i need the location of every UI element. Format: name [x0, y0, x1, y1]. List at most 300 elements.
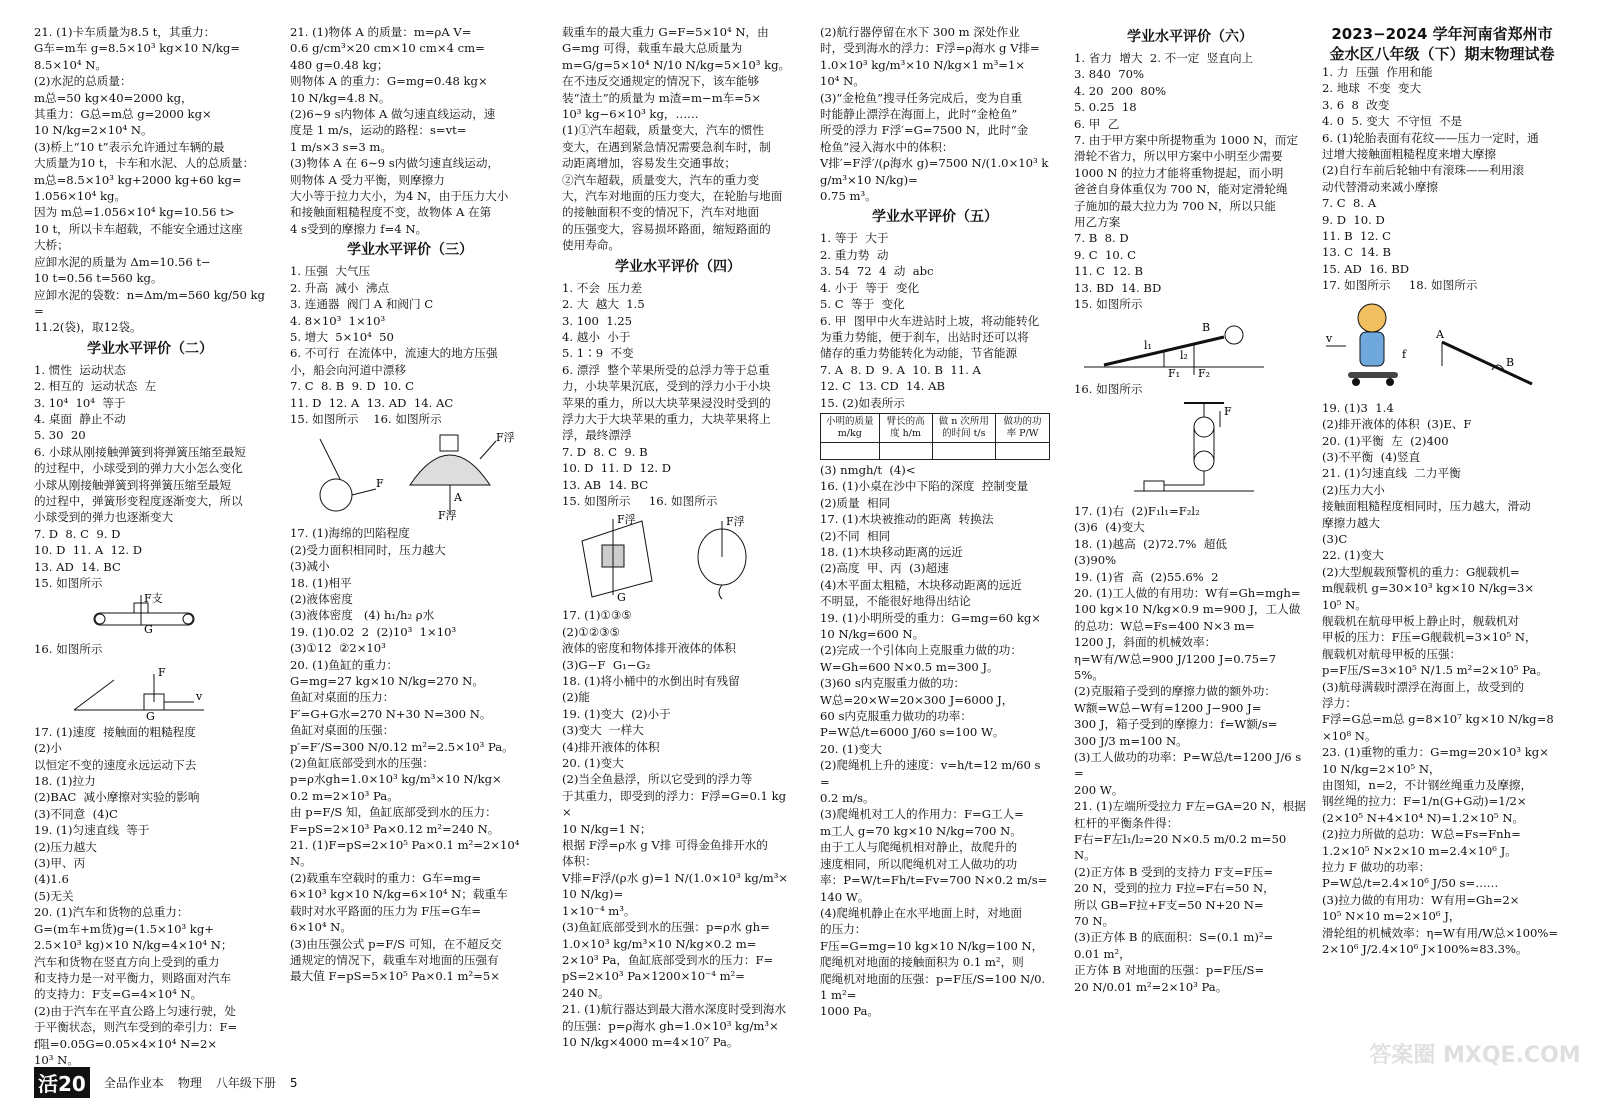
text-line: 在不违反交通规定的情况下，该车能够	[562, 74, 760, 89]
wheel-shape	[1386, 378, 1394, 386]
text-line: 100 kg×10 N/kg×0.9 m=900 J，工人做	[1074, 602, 1301, 617]
pulley-figure	[1074, 399, 1274, 499]
text-line: 10³ kg−6×10³ kg，……	[562, 107, 699, 122]
text-line: 21. (1)航行器达到最大潜水深度时受到海水	[562, 1002, 787, 1017]
text-line: 4. 桌面 静止不动	[34, 411, 126, 426]
text-line: 4. 20 200 80%	[1074, 83, 1167, 98]
text-line: 21. (1)F=pS=2×10⁵ Pa×0.1 m²=2×10⁴ N。	[290, 838, 524, 869]
figure-label: F₂	[1198, 366, 1211, 380]
text-line: G=mg 可得，载重车最大总质量为	[562, 41, 743, 56]
text-line: 3. 100 1.25	[562, 313, 633, 328]
table-header-cell: 做 n 次所用的时间 t/s	[932, 413, 995, 442]
grade-label: 八年级下册	[215, 1076, 276, 1090]
conveyor-figure	[34, 593, 214, 637]
text-line: 舰载机对航母甲板的压强：	[1322, 646, 1462, 661]
text-line: 8.5×10⁴ N。	[34, 57, 107, 72]
text-line: 0.6 g/cm³×20 cm×10 cm×4 cm=	[290, 41, 485, 56]
text-line: (2)质量 相同	[820, 495, 891, 510]
text-line: 所以 GB=F拉+F支=50 N+20 N=	[1074, 897, 1264, 912]
text-line: 2. 地球 不变 变大	[1322, 81, 1422, 96]
exam-title: 2023−2024 学年河南省郑州市	[1331, 25, 1553, 43]
text-line: 3. 54 72 4 动 abc	[820, 264, 934, 279]
text-line: W=Gh=600 N×0.5 m=300 J。	[820, 659, 999, 674]
text-line: 因为 m总=1.056×10⁴ kg=10.56 t>	[34, 205, 235, 220]
text-line: G车=m车 g=8.5×10³ kg×10 N/kg=	[34, 41, 241, 56]
text-line: (2)液体密度	[290, 591, 353, 606]
watermark-text: 答案圈 MXQE.COM	[1369, 1043, 1581, 1068]
text-line: (3)“金枪鱼”搜寻任务完成后，变为自重	[820, 90, 1023, 105]
text-line: 480 g=0.48 kg；	[290, 57, 389, 72]
figure-label: F浮	[438, 509, 457, 523]
text-line: 21. (1)卡车质量为8.5 t，其重力：	[34, 25, 216, 39]
section-heading: 学业水平评价（三）	[347, 242, 473, 259]
text-line: 1. 不会 压力差	[562, 280, 643, 295]
text-line: 0.2 m/s。	[820, 791, 875, 806]
ball-shape	[320, 479, 352, 511]
text-line: 15. 如图所示 16. 如图所示	[562, 493, 718, 508]
body-shape	[1360, 332, 1384, 366]
text-line: (3)C	[1322, 531, 1348, 546]
text-line: 17. (1)右 (2)F₁l₁=F₂l₂	[1074, 503, 1200, 518]
text-line: (4)排开液体的体积	[562, 739, 660, 754]
lever-figure	[1074, 315, 1274, 380]
text-line: (3)航母满载时漂浮在海面上，故受到的	[1322, 679, 1524, 694]
text-line: (3)工人做功的功率：P=W总/t=1200 J/6 s=	[1074, 750, 1302, 781]
incline-figure	[34, 660, 214, 723]
figure-label: G	[144, 623, 153, 637]
text-line: 6×10⁴ N。	[290, 920, 352, 935]
column-2	[290, 24, 530, 1064]
text-line: p′=F′/S=300 N/0.12 m²=2.5×10³ Pa。	[290, 739, 514, 754]
text-line: 4. 越小 小于	[562, 329, 631, 344]
text-line: F压=G=mg=10 kg×10 N/kg=100 N，	[820, 938, 1044, 953]
text-line: 20. (1)汽车和货物的总重力：	[34, 905, 189, 920]
text-line: 舰载机在航母甲板上静止时，舰载机对	[1322, 613, 1520, 628]
text-line: 18. (1)拉力	[34, 774, 96, 789]
skateboard-ramp-figures	[1322, 296, 1552, 396]
text-line: (2)爬绳机上升的速度：v=h/t=12 m/60 s=	[820, 758, 1041, 789]
text-line: (2)6∼9 s内物体 A 做匀速直线运动，速	[290, 107, 496, 122]
figure-label: f	[1402, 347, 1407, 361]
text-line: 1000 Pa。	[820, 1004, 879, 1019]
dome-shape	[410, 455, 490, 485]
text-line: 3. 840 70%	[1074, 67, 1145, 82]
page-index: 5	[289, 1075, 298, 1090]
text-line: m工人 g=70 kg×10 N/kg=700 N。	[820, 823, 1022, 838]
text-line: 不明显，不能很好地得出结论	[820, 594, 971, 609]
figure-label: F	[376, 477, 384, 491]
section-heading: 学业水平评价（二）	[87, 340, 213, 357]
text-line: 大小等于拉力大小，为4 N，由于压力大小	[290, 189, 509, 204]
text-line: 15. AD 16. BD	[1322, 261, 1410, 276]
text-line: 1. 力 压强 作用和能	[1322, 65, 1433, 79]
text-line: 17. (1)海绵的凹陷程度	[290, 526, 410, 541]
text-line: 70 N。	[1074, 914, 1115, 929]
text-line: (1)①汽车超载，质量变大，汽车的惯性	[562, 123, 764, 138]
text-line: (3)变大 一样大	[562, 723, 644, 738]
text-line: 应卸水泥的质量为 Δm=10.56 t−	[34, 254, 211, 269]
text-line: m舰载机 g=30×10³ kg×10 N/kg=3×	[1322, 581, 1535, 596]
text-line: 10³ N。	[34, 1052, 79, 1067]
text-line: 0.2 m=2×10³ Pa。	[290, 788, 399, 803]
figure-label: F浮	[617, 513, 636, 527]
text-line: η=W有/W总=900 J/1200 J=0.75=75%。	[1074, 651, 1277, 682]
text-line: 鱼缸对桌面的压强：	[290, 723, 395, 738]
ball-shape	[1225, 326, 1243, 344]
text-line: (3)甲、丙	[34, 856, 86, 871]
text-line: 1.0×10³ kg/m³×10 N/kg×1 m³=1×	[820, 57, 1026, 72]
text-line: (3)不同意 (4)C	[34, 806, 118, 821]
text-line: f阻=0.05G=0.05×4×10⁴ N=2×	[34, 1036, 218, 1051]
arrow-up	[480, 441, 496, 459]
text-line: 枪鱼”浸入海水中的体积：	[820, 139, 954, 154]
rod-line	[320, 439, 340, 479]
text-line: 正方体 B 对地面的压强：p=F压/S=	[1074, 963, 1265, 978]
text-line: 为重力势能，便于刹车，出站时还可以将	[820, 329, 1029, 344]
text-line: 13. BD 14. BD	[1074, 280, 1162, 295]
wheel-shape	[95, 614, 105, 624]
column-5	[1074, 24, 1306, 1064]
text-line: 10 N/kg=600 N。	[820, 627, 925, 641]
text-line: 7. B 8. D	[1074, 231, 1129, 246]
text-line: 6. 漂浮 整个苹果所受的总浮力等于总重	[562, 362, 770, 377]
text-line: 体积：	[562, 854, 597, 869]
text-line: 9. D 10. D	[1322, 212, 1385, 227]
text-line: 6. 甲 图甲中火车进站时上坡，将动能转化	[820, 313, 1040, 328]
text-line: 5. C 等于 变化	[820, 297, 905, 312]
text-line: (2)当全鱼悬浮，所以它受到的浮力等	[562, 772, 753, 787]
text-line: 小球从刚接触弹簧到将弹簧压缩至最短	[34, 477, 232, 492]
text-line: 22. (1)变大	[1322, 548, 1384, 563]
text-line: 6. 小球从刚接触弹簧到将弹簧压缩至最短	[34, 444, 246, 459]
exam-subtitle: 金水区八年级（下）期末物理试卷	[1329, 45, 1555, 63]
text-line: 1.2×10⁵ N×2×10 m=2.4×10⁶ J。	[1322, 843, 1517, 858]
text-line: F′=G+G水=270 N+30 N=300 N。	[290, 706, 492, 721]
text-line: (2)压力大小	[1322, 482, 1385, 497]
section-heading: 学业水平评价（四）	[615, 258, 741, 275]
text-line: 1.0×10³ kg/m³×10 N/kg×0.2 m=	[562, 936, 757, 951]
text-line: (2)①②③⑤	[562, 624, 620, 639]
figure-label: F₁	[1168, 366, 1181, 380]
text-line: 10⁵ N。	[1322, 597, 1367, 612]
text-line: 爬绳机对地面的压强：p=F压/S=100 N/0.1 m²=	[820, 971, 1046, 1002]
text-line: (2)排开液体的体积 (3)E、F	[1322, 417, 1472, 432]
text-line: 钢丝绳的拉力：F=1/n(G+G动)=1/2×	[1322, 794, 1527, 809]
watermark-logo	[1369, 1022, 1581, 1092]
text-line: 19. (1)省 高 (2)55.6% 2	[1074, 569, 1219, 584]
text-line: 19. (1)变大 (2)小于	[562, 706, 671, 721]
text-line: (3)物体 A 在 6∼9 s内做匀速直线运动，	[290, 156, 500, 171]
text-line: 5. 30 20	[34, 428, 86, 443]
text-line: 应卸水泥的袋数：n=Δm/m=560 kg/50 kg=	[34, 287, 265, 318]
text-line: 摩擦力越大	[1322, 515, 1380, 530]
text-line: 6. (1)轮胎表面有花纹——压力一定时，通	[1322, 130, 1539, 145]
text-line: 1. 省力 增大 2. 不一定 竖直向上	[1074, 51, 1254, 65]
text-line: (2)拉力所做的总功：W总=Fs=Fnh=	[1322, 827, 1521, 842]
text-line: 18. (1)将小桶中的水倒出时有残留	[562, 674, 740, 688]
text-line: 的支持力：F支=G=4×10⁴ N。	[34, 987, 203, 1002]
text-line: 动代替滑动来减小摩擦	[1322, 179, 1438, 194]
text-line: 10. D 11. D 12. D	[562, 461, 671, 476]
text-line: G=(m车+m货)g=(1.5×10³ kg+	[34, 921, 214, 936]
text-line: p=F压/S=3×10⁵ N/1.5 m²=2×10⁵ Pa。	[1322, 663, 1549, 678]
text-line: 大质量为10 t，卡车和水泥、人的总质量：	[34, 156, 255, 171]
figure-label: A	[454, 491, 462, 505]
skateboard-shape	[1348, 372, 1398, 378]
text-line: F浮=G总=m总 g=8×10⁷ kg×10 N/kg=8×10⁸ N。	[1322, 712, 1554, 743]
text-line: 15. (2)如表所示	[820, 395, 905, 410]
pulley-wheel	[1194, 451, 1214, 471]
text-line: 20 N，受到的拉力 F拉=F右=50 N，	[1074, 881, 1275, 896]
text-line: (5)无关	[34, 888, 74, 903]
text-line: (2)正方体 B 受到的支持力 F支=F压=	[1074, 864, 1274, 879]
table-header-cell: 臂长的高度 h/m	[879, 413, 932, 442]
text-line: 12. C 13. CD 14. AB	[820, 379, 946, 394]
text-line: 则物体 A 受力平衡，则摩擦力	[290, 172, 445, 187]
text-line: 13. AB 14. BC	[562, 477, 649, 492]
text-line: (2)由于汽车在平直公路上匀速行驶，处	[34, 1003, 236, 1018]
figure-label: G	[617, 591, 626, 605]
text-line: (3)60 s内克服重力做的功：	[820, 676, 966, 691]
text-line: (2)水泥的总质量：	[34, 74, 132, 89]
text-line: 17. (1)速度 接触面的粗糙程度	[34, 724, 196, 739]
text-line: m总=50 kg×40=2000 kg，	[34, 90, 193, 105]
text-line: (2)完成一个引体向上克服重力做的功：	[820, 643, 1022, 658]
text-line: 动距离增加，容易发生交通事故；	[562, 156, 736, 171]
text-line: 1.056×10⁴ kg。	[34, 189, 127, 204]
page-footer	[34, 1067, 298, 1098]
text-line: 子施加的最大拉力为 700 N，所以只能	[1074, 198, 1276, 213]
text-line: (3)由压强公式 p=F/S 可知，在不超反交	[290, 936, 502, 951]
text-line: 拉力 F 做功的功率：	[1322, 860, 1431, 875]
power-table	[820, 413, 1050, 460]
text-line: 的接触面积不变的情况下，汽车对地面	[562, 205, 760, 220]
block-shape	[1144, 481, 1164, 491]
text-line: 爬绳机对地面的接触面积为 0.1 m²，则	[820, 955, 1024, 970]
text-line: (3)鱼缸底部受到水的压强：p=ρ水 gh=	[562, 920, 770, 935]
text-line: (3)拉力做的有用功：W有用=Gh=2×	[1322, 892, 1520, 907]
text-line: 17. 如图所示 18. 如图所示	[1322, 278, 1478, 293]
text-line: 20. (1)鱼缸的重力：	[290, 657, 399, 672]
text-line: 载重车的最大重力 G=F=5×10⁴ N，由	[562, 25, 769, 39]
text-line: 3. 连通器 阀门 A 和阀门 C	[290, 297, 434, 312]
text-line: G=mg=27 kg×10 N/kg=270 N。	[290, 674, 484, 688]
text-line: 爸爸自身体重仅为 700 N，能对定滑轮绳	[1074, 182, 1288, 197]
text-line: (2)高度 甲、丙 (3)超速	[820, 561, 949, 576]
text-line: 19. (1)匀速直线 等于	[34, 823, 150, 838]
text-line: 1. 惯性 运动状态	[34, 362, 126, 377]
text-line: 3. 10⁴ 10⁴ 等于	[34, 395, 126, 410]
text-line: 1000 N 的拉力才能将重物提起，而小明	[1074, 165, 1284, 180]
text-line: 1×10⁻⁴ m³。	[562, 903, 636, 918]
text-line: 7. D 8. C 9. B	[562, 444, 648, 459]
text-line: 于平衡状态，则汽车受到的牵引力：F=	[34, 1020, 238, 1035]
text-line: (2)压力越大	[34, 839, 97, 854]
text-line: 9. C 10. C	[1074, 247, 1136, 262]
text-line: (4)爬绳机静止在水平地面上时，对地面	[820, 905, 1022, 920]
text-line: (2)不同 相同	[820, 528, 891, 543]
subject-label: 物理	[177, 1076, 202, 1090]
text-line: 和接触面粗糙程度不变，故物体 A 在第	[290, 205, 492, 220]
text-line: 过增大接触面粗糙程度来增大摩擦	[1322, 147, 1496, 162]
text-line: 10 t，所以卡车超载，不能安全通过这座	[34, 221, 243, 236]
text-line: V排=F浮/(ρ水 g)=1 N/(1.0×10³ kg/m³×10 N/kg)=	[562, 870, 789, 902]
text-line: 60 s内克服重力做功的功率：	[820, 709, 972, 724]
text-line: V排′=F浮′/(ρ海水 g)=7500 N/(1.0×10³ kg/m³×10 N/kg)=	[820, 156, 1049, 187]
text-line: 鱼缸对桌面的压力：	[290, 690, 395, 705]
text-line: 18. (1)木块移动距离的远近	[820, 544, 963, 559]
table-cell	[879, 442, 932, 459]
text-line: 19. (1)0.02 2 (2)10³ 1×10³	[290, 624, 457, 639]
text-line: 接触面粗糙程度相同时，压力越大，滑动	[1322, 499, 1531, 514]
text-line: (3)G−F G₁−G₂	[562, 657, 651, 672]
text-line: 和支持力是一对平衡力，则路面对汽车	[34, 970, 232, 985]
text-line: 16. 如图所示	[34, 642, 103, 657]
wheel-shape	[1352, 378, 1360, 386]
text-line: 由于工人与爬绳机相对静止，故爬升的	[820, 840, 1018, 855]
text-line: (3)不平衡 (4)竖直	[1322, 449, 1421, 464]
column-3	[562, 24, 794, 1064]
text-line: 7. 由于甲方案中所提物重为 1000 N，而定	[1074, 133, 1299, 148]
text-line: 17. (1)木块被推动的距离 转换法	[820, 512, 994, 527]
text-line: 的压强变大，容易损坏路面，缩短路面的	[562, 221, 771, 236]
pressure-figures	[290, 429, 520, 521]
column-6	[1322, 24, 1562, 1064]
text-line: 200 W。	[1074, 782, 1124, 797]
text-line: (2)大型舰载预警机的重力：G舰载机=	[1322, 564, 1520, 579]
text-line: 的过程中，弹簧形变程度逐渐变大，所以	[34, 493, 243, 508]
text-line: 苹果的重力，所以大块苹果浸没时受到的	[562, 395, 771, 410]
text-line: 2. 相互的 运动状态 左	[34, 379, 157, 394]
table-row	[821, 413, 1050, 442]
text-line: 液体的密度和物体排开液体的体积	[562, 641, 736, 656]
text-line: 15. 如图所示	[34, 576, 103, 590]
text-line: (2)自行车前后轮轴中有滚珠——利用滚	[1322, 163, 1524, 178]
text-line: 5. 0.25 18	[1074, 100, 1137, 115]
text-line: 变大，在遇到紧急情况需要急刹车时，制	[562, 139, 771, 154]
text-line: 21. (1)匀速直线 二力平衡	[1322, 466, 1461, 481]
text-line: 1200 J，斜面的机械效率：	[1074, 635, 1217, 650]
text-line: p=ρ水gh=1.0×10³ kg/m³×10 N/kg×	[290, 772, 502, 787]
text-line: 则物体 A 的重力：G=mg=0.48 kg×	[290, 74, 488, 89]
text-line: (2)BAC 减小摩擦对实验的影响	[34, 790, 200, 805]
table-header-cell: 做功的功率 P/W	[996, 413, 1050, 442]
text-line: 2. 重力势 动	[820, 247, 889, 262]
text-line: ②汽车超载，质量变大，汽车的重力变	[562, 172, 760, 187]
figure-label: l₂	[1180, 348, 1188, 362]
text-line: 1 m/s×3 s=3 m。	[290, 139, 393, 154]
text-line: (4)1.6	[34, 872, 69, 887]
figure-label: F浮	[496, 431, 515, 445]
text-line: 的总功：W总=Fs=400 N×3 m=	[1074, 618, 1255, 633]
text-line: 17. (1)①③⑤	[562, 608, 632, 623]
text-line: 2. 升高 减小 沸点	[290, 280, 390, 295]
text-line: 2. 大 越大 1.5	[562, 297, 645, 312]
text-line: (2)受力面积相同时，压力越大	[290, 542, 446, 557]
text-line: 5. 增大 5×10⁴ 50	[290, 329, 394, 344]
table-row	[821, 442, 1050, 459]
text-line: 速度相同，所以爬绳机对工人做功的功	[820, 856, 1018, 871]
text-line: (2)鱼缸底部受到水的压强：	[290, 756, 434, 771]
text-line: 5. 1∶9 不变	[562, 346, 634, 361]
text-line: 的压强：p=ρ海水 gh=1.0×10³ kg/m³×	[562, 1018, 779, 1033]
text-line: 300 J/3 m=100 N。	[1074, 733, 1188, 748]
table-cell	[932, 442, 995, 459]
figure-label: F浮	[726, 515, 745, 529]
text-line: 时能静止漂浮在海面上，此时“金枪鱼”	[820, 107, 1018, 122]
text-line: (3)减小	[290, 559, 330, 574]
ramp-bar	[1442, 342, 1532, 384]
text-line: 10 N/kg=1 N；	[562, 821, 652, 836]
text-line: 的压力：	[820, 922, 867, 937]
text-line: F=pS=2×10³ Pa×0.12 m²=240 N。	[290, 821, 500, 836]
text-line: 20. (1)变大	[820, 741, 882, 756]
text-line: (2)能	[562, 690, 591, 705]
text-line: 7. C 8. B 9. D 10. C	[290, 379, 415, 394]
figure-label: F	[1224, 404, 1232, 418]
text-line: P=W总/t=2.4×10⁶ J/50 s=……	[1322, 876, 1499, 891]
text-line: (2)克服箱子受到的摩擦力做的额外功：	[1074, 684, 1276, 699]
figure-label: G	[146, 709, 155, 723]
text-line: (3)桥上“10 t”表示允许通过车辆的最	[34, 139, 225, 154]
text-line: 小，船会向河道中漂移	[290, 362, 406, 377]
text-line: 使用寿命。	[562, 238, 620, 253]
text-line: 甲板的压力：F压=G舰载机=3×10⁵ N，	[1322, 630, 1537, 645]
text-line: (3)①12 ②2×10³	[290, 641, 386, 656]
text-line: m总=8.5×10³ kg+2000 kg+60 kg=	[34, 172, 242, 187]
page-number-badge: 活20	[34, 1067, 90, 1098]
table-header-cell: 小明的质量 m/kg	[821, 413, 880, 442]
figure-label: A	[1436, 327, 1444, 341]
text-line: 10 N/kg×4000 m=4×10⁷ Pa。	[562, 1034, 739, 1049]
text-line: 浮力大于大块苹果的重力，大块苹果将上	[562, 411, 771, 426]
text-line: 20. (1)工人做的有用功：W有=Gh=mgh=	[1074, 585, 1301, 600]
text-line: 19. (1)小明所受的重力：G=mg=60 kg×	[820, 610, 1042, 625]
text-line: 10. D 11. A 12. D	[34, 543, 143, 558]
arrow-right	[352, 489, 376, 495]
text-line: 用乙方案	[1074, 215, 1121, 230]
text-line: 1. 压强 大气压	[290, 264, 371, 279]
text-line: 13. AD 14. BC	[34, 559, 121, 574]
text-line: 率：P=W/t=Fh/t=Fv=700 N×0.2 m/s=	[820, 873, 1048, 888]
text-line: P=W总/t=6000 J/60 s=100 W。	[820, 725, 1005, 740]
text-line: 20. (1)平衡 左 (2)400	[1322, 433, 1449, 448]
incline-line	[74, 680, 114, 710]
head-shape	[1358, 304, 1386, 332]
text-line: 10⁴ N。	[820, 74, 865, 89]
text-line: 240 N。	[562, 985, 610, 1000]
text-line: 大，汽车对地面的压力变大，在轮胎与地面	[562, 189, 783, 204]
text-line: 1. 等于 大于	[820, 231, 889, 246]
text-line: 6. 不可行 在流体中，流速大的地方压强	[290, 346, 498, 361]
text-line: 小球受到的弹力也逐渐变大	[34, 510, 174, 525]
text-line: 18. (1)相平	[290, 575, 352, 590]
text-line: W额=W总−W有=1200 J−900 J=	[1074, 700, 1262, 715]
text-line: 根据 F浮=ρ水 g V排 可得金鱼排开水的	[562, 838, 768, 853]
text-line: 15. 如图所示 16. 如图所示	[290, 411, 442, 426]
figure-label: F	[158, 665, 166, 679]
string-shape	[719, 585, 722, 599]
text-line: 16. (1)小桌在沙中下陷的深度 控制变量	[820, 479, 1029, 494]
text-line: 时，受到海水的浮力：F浮=ρ海水 g V排=	[820, 41, 1040, 56]
text-line: (2)小	[34, 741, 63, 756]
text-line: 300 J，箱子受到的摩擦力：f=W额/s=	[1074, 717, 1278, 732]
text-line: 7. C 8. A	[1322, 196, 1377, 211]
text-line: 16. 如图所示	[1074, 381, 1143, 396]
text-line: 最大值 F=pS=5×10⁵ Pa×0.1 m²=5×	[290, 969, 500, 984]
text-line: 11. B 12. C	[1322, 229, 1392, 244]
column-4	[820, 24, 1050, 1064]
